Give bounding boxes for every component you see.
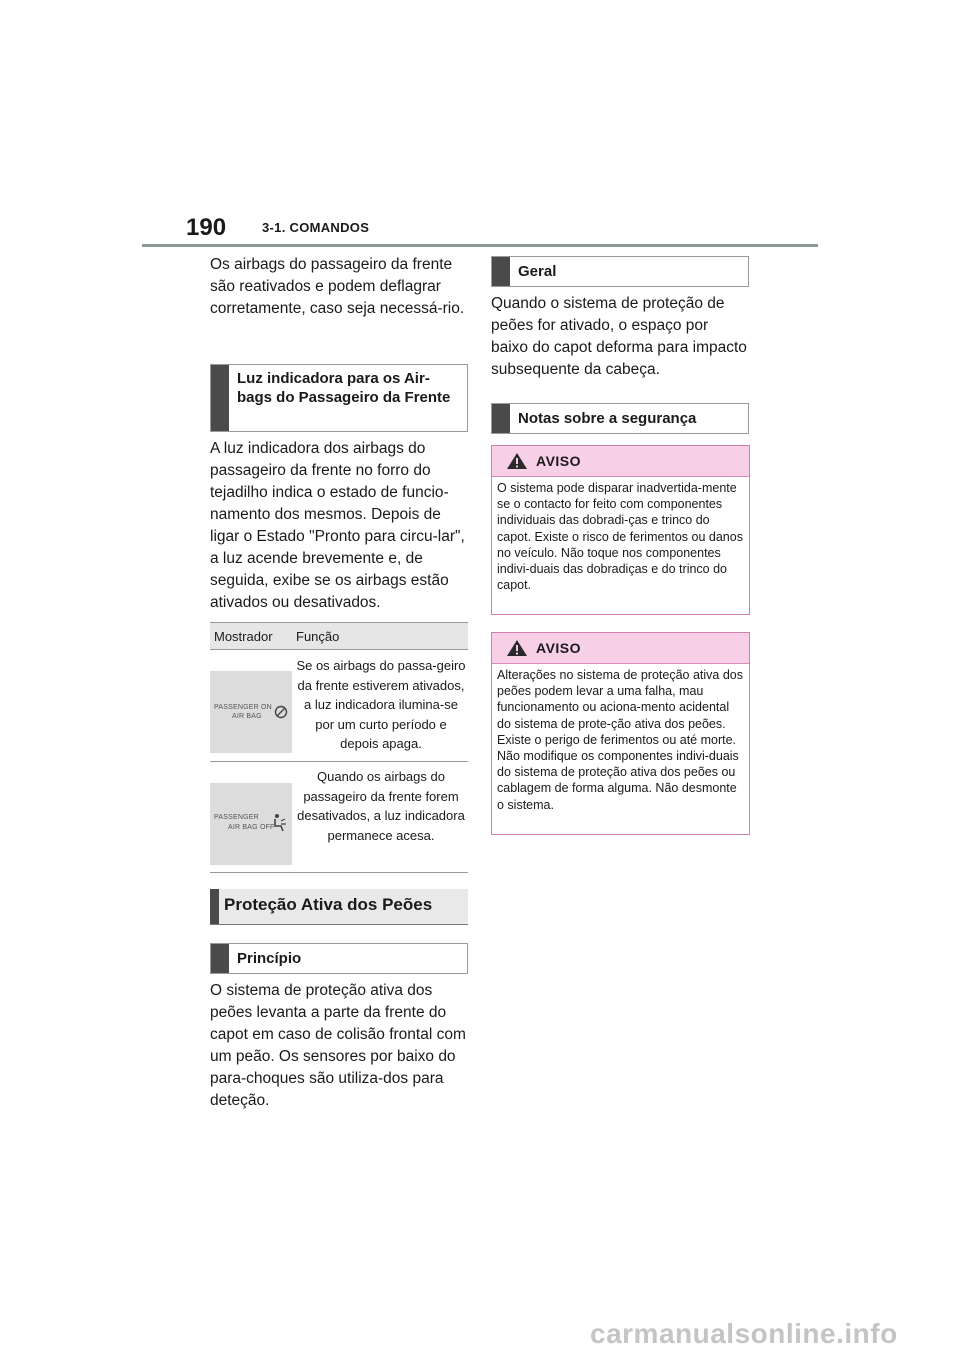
indicator-text-line1: PASSENGER ON [214, 704, 272, 711]
warning-label: AVISO [536, 640, 582, 656]
row1-function-text: Se os airbags do passa-geiro da frente estiverem ativados, a luz indicadora ilumina-se por um curto período e depois apaga. [296, 658, 466, 751]
airbag-off-indicator-image [210, 783, 292, 865]
heading-bar [211, 944, 229, 973]
header-rule [142, 244, 818, 247]
warning-label: AVISO [536, 453, 582, 469]
table-row-divider [210, 761, 468, 762]
table-header [210, 622, 468, 650]
column-function: Função [296, 629, 340, 644]
heading-indicator: Luz indicadora para os Air-bags do Passageiro da Frente [237, 370, 451, 406]
heading-principle-box [210, 943, 468, 974]
heading-active-protection: Proteção Ativa dos Peões [224, 895, 433, 914]
heading-safety: Notas sobre a segurança [518, 410, 697, 427]
airbag-disabled-symbol-icon [274, 705, 288, 719]
indicator-text-line2: AIR BAG [232, 713, 262, 720]
warning-triangle-icon [506, 639, 528, 657]
general-paragraph: Quando o sistema de proteção de peões for ativado, o espaço por baixo do capot deforma para impacto subsequente da cabeça. [491, 295, 747, 378]
heading-general: Geral [518, 263, 557, 280]
intro-paragraph: Os airbags do passageiro da frente são reativados e podem deflagrar corretamente, caso seja necessá-rio. [210, 256, 465, 317]
warning-header [492, 633, 749, 664]
heading-safety-box [491, 403, 749, 434]
warning-text: Alterações no sistema de proteção ativa dos peões podem levar a uma falha, mau funcionamento ou aciona-mento acidental do sistema de prote-ção ativa dos peões. Existe o perigo de ferimentos ou até morte. Não modifique os componentes indivi-duais do sistema de proteção ativa dos peões ou cablagem de forma alguma. Não desmonte o sistema. [497, 668, 743, 812]
column-display: Mostrador [214, 629, 273, 644]
heading-active-box [210, 889, 468, 925]
passenger-seat-icon [272, 813, 288, 833]
heading-general-box [491, 256, 749, 287]
chapter-title: 3-1. COMANDOS [262, 220, 370, 235]
warning-text: O sistema pode disparar inadvertida-mente se o contacto for feito com componentes individuais das dobradi-ças e trinco do capot. Existe o risco de ferimentos ou danos no veículo. Não toque nos componentes indivi-duais das dobradiças e do trinco do capot. [497, 481, 743, 593]
indicator-text-line2: AIR BAG OFF [228, 824, 275, 831]
heading-indicator-box [210, 364, 468, 432]
indicator-text-line1: PASSENGER [214, 814, 259, 821]
warning-box-1 [491, 445, 750, 615]
warning-box-2 [491, 632, 750, 835]
principle-paragraph: O sistema de proteção ativa dos peões levanta a parte da frente do capot em caso de colisão frontal com um peão. Os sensores por baixo do para-choques são utiliza-dos para deteção. [210, 982, 466, 1109]
table-bottom-line [210, 872, 468, 873]
heading-bar [211, 365, 229, 431]
footer-watermark: carmanualsonline.info [590, 1318, 898, 1349]
heading-principle: Princípio [237, 950, 302, 967]
heading-bar [210, 889, 219, 924]
page-number: 190 [186, 214, 227, 241]
heading-bar [492, 404, 510, 433]
heading-bar [492, 257, 510, 286]
row2-function-text: Quando os airbags do passageiro da frente forem desativados, a luz indicadora permanece acesa. [297, 769, 465, 843]
indicator-paragraph: A luz indicadora dos airbags do passageiro da frente no forro do tejadilho indica o estado de funcio-namento dos mesmos. Depois de ligar o Estado "Pronto para circu-lar", a luz acende brevemente e, de seguida, exibe se os airbags estão ativados ou desativados. [210, 440, 465, 611]
airbag-on-indicator-image [210, 671, 292, 753]
warning-header [492, 446, 749, 477]
warning-triangle-icon [506, 452, 528, 470]
